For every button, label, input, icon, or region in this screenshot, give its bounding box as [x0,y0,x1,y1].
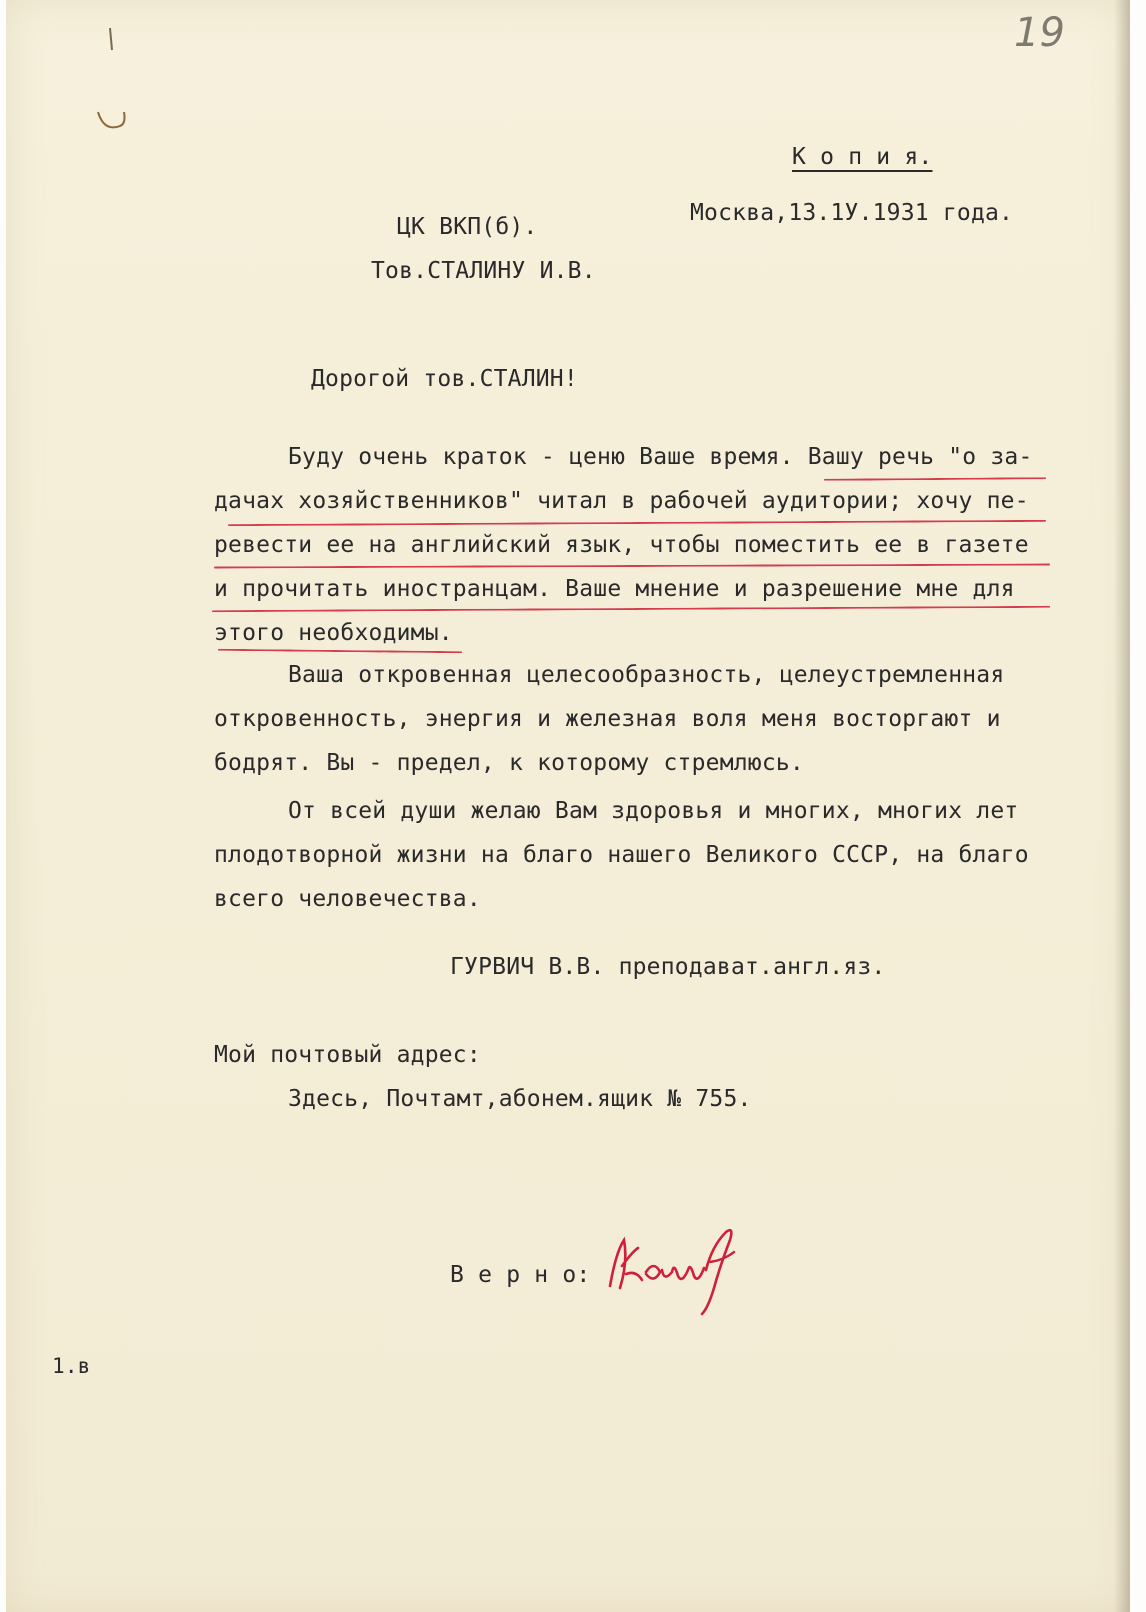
p1-line-2: дачах хозяйственников" читал в рабочей аудитории; хочу пе- [214,488,1029,514]
p1-line-3: ревести ее на английский язык, чтобы поместить ее в газете [214,532,1029,558]
p1-line-4: и прочитать иностранцам. Ваше мнение и разрешение мне для [214,576,1015,602]
punch-mark-icon [86,20,136,140]
red-underline-3 [214,564,1050,569]
page-edge-shadow [1114,0,1130,1612]
p3-line-2: плодотворной жизни на благо нашего Великого СССР, на благо [214,842,1029,868]
p2-line-1: Ваша откровенная целесообразность, целеустремленная [288,662,1005,688]
p1-line-5: этого необходимы. [214,620,453,646]
p3-line-1: От всей души желаю Вам здоровья и многих, многих лет [288,798,1019,824]
copy-label: К о п и я. [792,144,933,170]
red-underline-2 [228,520,1046,526]
red-underline-4 [212,606,1050,612]
typed-signature: ГУРВИЧ В.В. преподават.англ.яз. [450,954,886,980]
p2-line-2: откровенность, энергия и железная воля меня восторгают и [214,706,1001,732]
salutation: Дорогой тов.СТАЛИН! [311,366,578,392]
footer-note: 1.в [52,1354,91,1378]
red-underline-1 [824,477,1046,481]
address-value: Здесь, Почтамт,абонем.ящик № 755. [288,1086,752,1112]
addressee-org: ЦК ВКП(б). [397,214,538,240]
p2-line-3: бодрят. Вы - предел, к которому стремлюсь. [214,750,804,776]
red-underline-5 [218,649,462,654]
document-page [6,0,1130,1612]
handwritten-signature-icon [602,1222,752,1322]
archive-page-number: 19 [1014,10,1065,56]
p1-line-1: Буду очень краток - ценю Ваше время. Вашу речь "о за- [288,444,1033,470]
addressee-name: Тов.СТАЛИНУ И.В. [371,258,596,284]
p3-line-3: всего человечества. [214,886,481,912]
verno-label: В е р н о: [450,1262,591,1288]
city-date: Москва,13.1У.1931 года. [690,200,1014,226]
address-label: Мой почтовый адрес: [214,1042,481,1068]
